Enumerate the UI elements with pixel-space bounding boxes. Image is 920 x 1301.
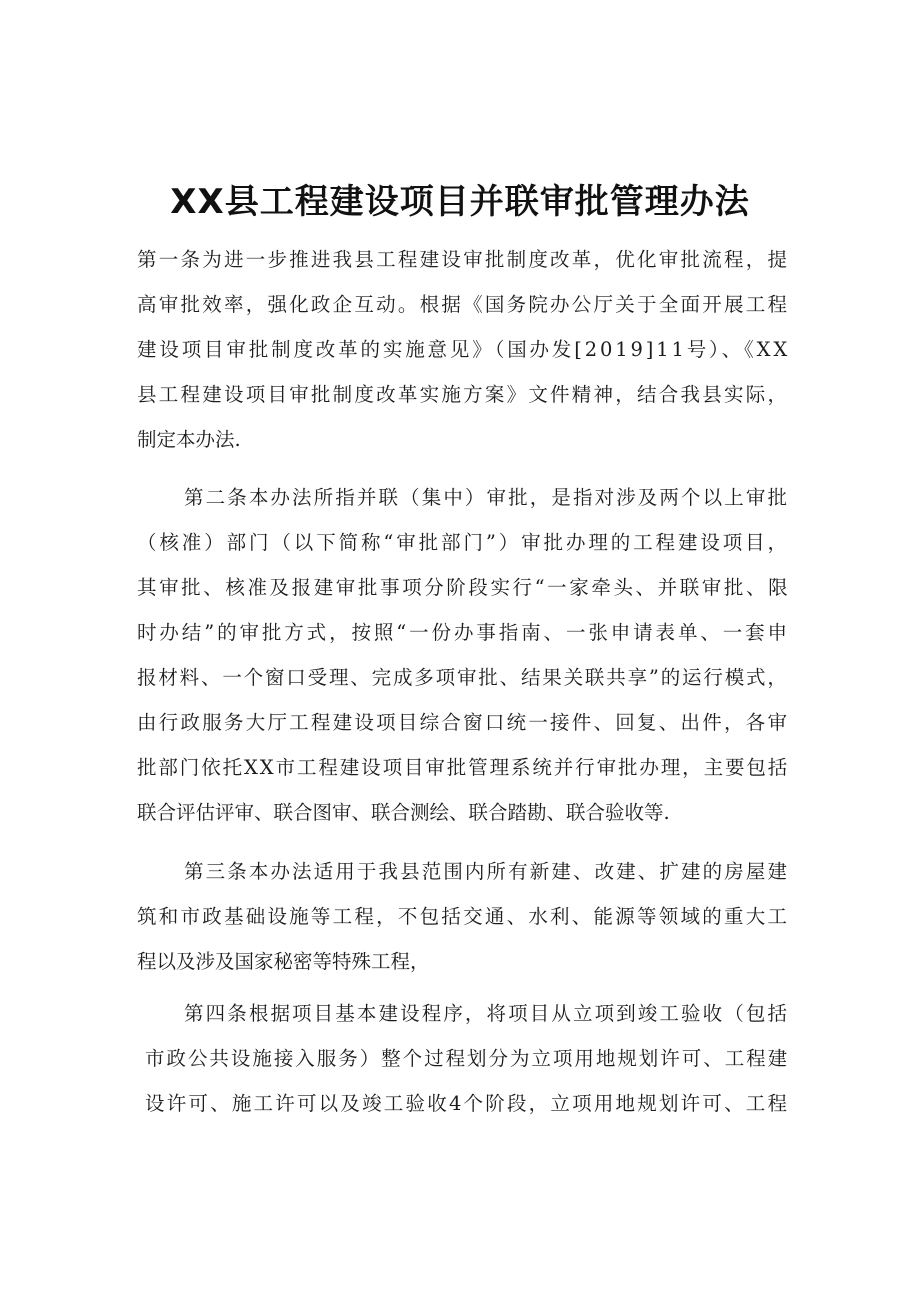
article-1-line-1: 第一条为进一步推进我县工程建设审批制度改革，优化审批流程，提 xyxy=(137,248,790,271)
article-2-line-8: 联合评估评审、联合图审、联合测绘、联合踏勘、联合验收等. xyxy=(137,801,670,824)
article-2-line-7: 批部门依托XX市工程建设项目审批管理系统并行审批办理，主要包括 xyxy=(137,756,790,779)
article-1-line-2: 高审批效率，强化政企互动。根据《国务院办公厅关于全面开展工程 xyxy=(137,293,790,316)
article-2-line-5: 报材料、一个窗口受理、完成多项审批、结果关联共享”的运行模式， xyxy=(137,666,789,689)
article-1-line-5: 制定本办法. xyxy=(137,428,241,451)
article-1-line-4: 县工程建设项目审批制度改革实施方案》文件精神，结合我县实际， xyxy=(137,383,790,406)
article-2-line-4: 时办结”的审批方式，按照“一份办事指南、一张申请表单、一套申 xyxy=(137,621,790,644)
article-1-line-3: 建设项目审批制度改革的实施意见》（国办发[2019]11号）、《XX xyxy=(137,338,791,361)
document-title: XX县工程建设项目并联审批管理办法 xyxy=(170,182,750,222)
article-4-line-1: 第四条根据项目基本建设程序，将项目从立项到竣工验收（包括 xyxy=(184,1002,790,1025)
article-3-line-1: 第三条本办法适用于我县范围内所有新建、改建、扩建的房屋建 xyxy=(184,860,790,883)
article-2-line-3: 其审批、核准及报建审批事项分阶段实行“一家牵头、并联审批、限 xyxy=(137,576,791,599)
article-4-line-2: 市政公共设施接入服务）整个过程划分为立项用地规划许可、工程建 xyxy=(145,1047,790,1070)
article-2-line-2: （核准）部门（以下简称“审批部门”）审批办理的工程建设项目， xyxy=(137,531,790,554)
article-3-line-3: 程以及涉及国家秘密等特殊工程， xyxy=(137,950,430,973)
article-2-line-1: 第二条本办法所指并联（集中）审批，是指对涉及两个以上审批 xyxy=(184,486,790,509)
article-2-line-6: 由行政服务大厅工程建设项目综合窗口统一接件、回复、出件，各审 xyxy=(137,711,790,734)
article-3-line-2: 筑和市政基础设施等工程，不包括交通、水利、能源等领域的重大工 xyxy=(137,905,790,928)
article-4-line-3: 设许可、施工许可以及竣工验收4个阶段，立项用地规划许可、工程 xyxy=(145,1092,790,1115)
